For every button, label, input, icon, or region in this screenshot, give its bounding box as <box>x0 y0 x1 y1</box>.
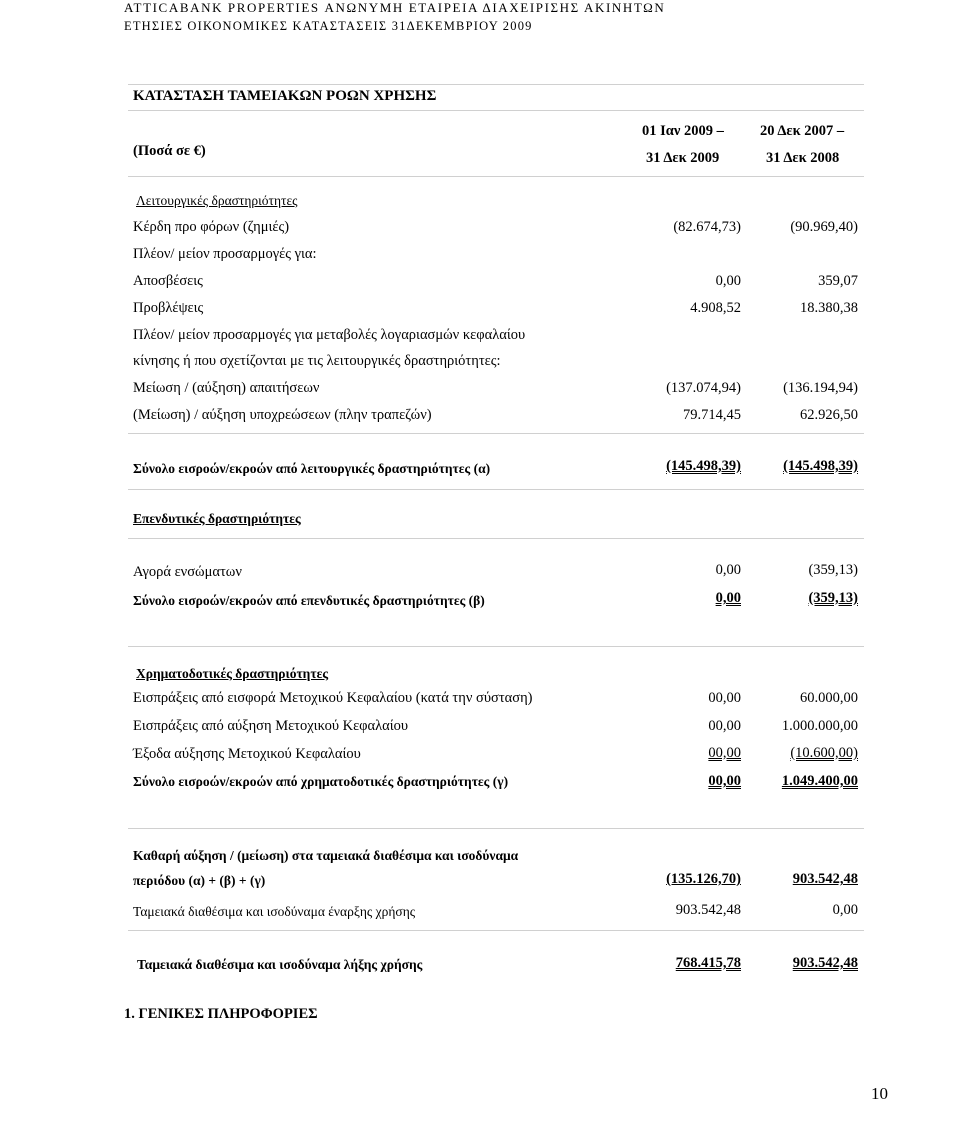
col2-header-line1: 20 Δεκ 2007 – <box>760 123 845 139</box>
operating-row-v1: (137.074,94) <box>666 380 741 396</box>
operating-row-label: Μείωση / (αύξηση) απαιτήσεων <box>133 380 320 396</box>
col1-header-line2: 31 Δεκ 2009 <box>646 150 720 166</box>
operating-row-label: Πλέον/ μείον προσαρμογές για μεταβολές λογαριασμών κεφαλαίου <box>133 327 526 343</box>
financing-row-label: Εισπράξεις από εισφορά Μετοχικού Κεφαλαίου (κατά την σύσταση) <box>133 690 533 706</box>
operating-row-label: κίνησης ή που σχετίζονται με τις λειτουργικές δραστηριότητες: <box>133 353 501 369</box>
opening-cash-label: Ταμειακά διαθέσιμα και ισοδύναμα έναρξης χρήσης <box>133 904 416 919</box>
financing-total-v1: 00,00 <box>708 773 741 789</box>
operating-total-v2: (145.498,39) <box>783 458 858 474</box>
financing-row-v1: 00,00 <box>708 718 741 734</box>
operating-row-label: Αποσβέσεις <box>133 273 203 289</box>
operating-row-v2: (136.194,94) <box>783 380 858 396</box>
page-number: 10 <box>871 1084 888 1103</box>
financing-heading: Χρηματοδοτικές δραστηριότητες <box>136 666 329 681</box>
closing-cash-v1: 768.415,78 <box>675 955 741 971</box>
net-change-v2: 903.542,48 <box>792 871 858 887</box>
report-subheader: ΕΤΗΣΙΕΣ ΟΙΚΟΝΟΜΙΚΕΣ ΚΑΤΑΣΤΑΣΕΙΣ 31ΔΕΚΕΜΒΡΙΟΥ 2009 <box>124 19 533 33</box>
investing-total-label: Σύνολο εισροών/εκροών από επενδυτικές δραστηριότητες (β) <box>133 593 485 608</box>
operating-row-v1: 0,00 <box>715 273 741 289</box>
operating-row-v1: 4.908,52 <box>690 300 741 316</box>
divider <box>128 110 864 111</box>
divider <box>128 489 864 490</box>
financing-total-label: Σύνολο εισροών/εκροών από χρηματοδοτικές δραστηριότητες (γ) <box>133 774 509 789</box>
investing-row-label: Αγορά ενσώματων <box>133 564 242 580</box>
divider <box>128 646 864 647</box>
closing-cash-v2: 903.542,48 <box>792 955 858 971</box>
financing-row-label: Εισπράξεις από αύξηση Μετοχικού Κεφαλαίου <box>133 718 409 734</box>
divider <box>128 828 864 829</box>
investing-total-v2: (359,13) <box>808 590 858 606</box>
operating-row-label: Κέρδη προ φόρων (ζημιές) <box>133 219 290 235</box>
divider <box>128 538 864 539</box>
operating-total-label: Σύνολο εισροών/εκροών από λειτουργικές δραστηριότητες (α) <box>133 461 491 476</box>
financing-row-v1: 00,00 <box>708 690 741 706</box>
operating-total-v1: (145.498,39) <box>666 458 741 474</box>
operating-row-label: (Μείωση) / αύξηση υποχρεώσεων (πλην τραπεζών) <box>133 407 432 423</box>
divider <box>128 930 864 931</box>
financing-total-v2: 1.049.400,00 <box>781 773 858 789</box>
operating-row-v1: (82.674,73) <box>673 219 741 235</box>
investing-row-v2: (359,13) <box>808 562 858 578</box>
financing-row-v2: 1.000.000,00 <box>781 718 858 734</box>
general-info-heading: 1. ΓΕΝΙΚΕΣ ΠΛΗΡΟΦΟΡΙΕΣ <box>124 1006 318 1022</box>
operating-row-v2: 62.926,50 <box>800 407 858 423</box>
col1-header-line1: 01 Ιαν 2009 – <box>642 123 724 139</box>
operating-row-v2: 359,07 <box>818 273 858 289</box>
operating-row-label: Προβλέψεις <box>133 300 204 316</box>
col2-header-line2: 31 Δεκ 2008 <box>766 150 840 166</box>
financing-row-label: Έξοδα αύξησης Μετοχικού Κεφαλαίου <box>133 746 361 762</box>
net-change-label-line2: περιόδου (α) + (β) + (γ) <box>133 873 266 888</box>
company-header: ATTICABANK PROPERTIES ΑΝΩΝΥΜΗ ΕΤΑΙΡΕΙΑ ΔΙΑΧΕΙΡΙΣΗΣ ΑΚΙΝΗΤΩΝ <box>124 0 666 15</box>
opening-cash-v1: 903.542,48 <box>675 902 741 918</box>
divider <box>128 176 864 177</box>
investing-row-v1: 0,00 <box>715 562 741 578</box>
statement-title: ΚΑΤΑΣΤΑΣΗ ΤΑΜΕΙΑΚΩΝ ΡΟΩΝ ΧΡΗΣΗΣ <box>133 88 437 104</box>
operating-row-v1: 79.714,45 <box>683 407 741 423</box>
financing-row-v2: (10.600,00) <box>790 745 858 761</box>
investing-heading: Επενδυτικές δραστηριότητες <box>133 511 301 526</box>
divider <box>128 84 864 85</box>
operating-row-v2: (90.969,40) <box>790 219 858 235</box>
net-change-label-line1: Καθαρή αύξηση / (μείωση) στα ταμειακά διαθέσιμα και ισοδύναμα <box>133 848 519 863</box>
operating-row-label: Πλέον/ μείον προσαρμογές για: <box>133 246 317 262</box>
closing-cash-label: Ταμειακά διαθέσιμα και ισοδύναμα λήξης χρήσης <box>137 957 423 972</box>
investing-total-v1: 0,00 <box>715 590 741 606</box>
opening-cash-v2: 0,00 <box>832 902 858 918</box>
net-change-v1: (135.126,70) <box>666 871 741 887</box>
financing-row-v1: 00,00 <box>708 745 741 761</box>
divider <box>128 433 864 434</box>
operating-row-v2: 18.380,38 <box>800 300 858 316</box>
currency-label: (Ποσά σε €) <box>133 143 206 159</box>
financing-row-v2: 60.000,00 <box>800 690 858 706</box>
operating-heading: Λειτουργικές δραστηριότητες <box>136 193 298 208</box>
